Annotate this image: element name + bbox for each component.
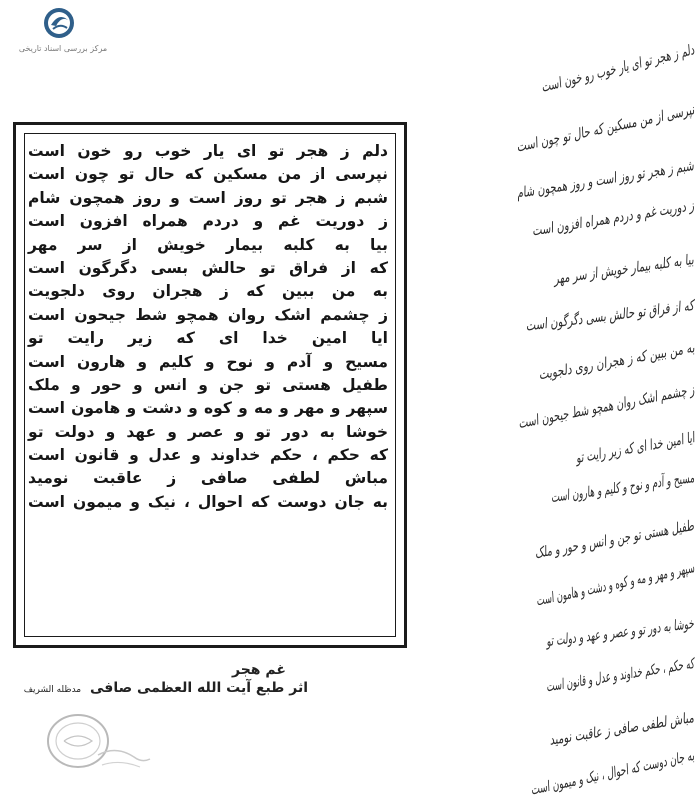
- poem-line: مباش لطفی صافی ز عاقبت نومید: [28, 469, 388, 488]
- poem-line: سپهر و مهر و مه و کوه و دشت و هامون است: [28, 399, 388, 418]
- poem-line: ز دوریت غم و دردم همراه افزون است: [28, 212, 388, 231]
- manuscript-line: که حکم ، حکم خداوند و عدل و قانون است: [544, 656, 696, 696]
- attribution-text: اثر طبع آیت الله العظمی صافی: [90, 680, 308, 696]
- archive-logo-label: مرکز بررسی اسناد تاریخی: [18, 44, 108, 53]
- manuscript-line: مسیح و آدم و نوح و کلیم و هارون است: [549, 470, 696, 507]
- poem-line: به من ببین که ز هجران روی دلجویت: [28, 282, 388, 301]
- poem-line: بیا به کلبه بیمار خویش از سر مهر: [28, 235, 388, 254]
- manuscript-line: به جان دوست که احوال ، نیک و میمون است: [529, 748, 696, 799]
- archive-logo: [8, 6, 118, 66]
- poem-line: نپرسی از من مسکین که حال تو چون است: [28, 165, 388, 184]
- printed-poem: [28, 140, 388, 514]
- manuscript-line: نپرسی از من مسکین که حال تو چون است: [514, 102, 696, 156]
- handwritten-manuscript: [418, 30, 696, 799]
- manuscript-line: مباش لطفی صافی ز عاقبت نومید: [548, 710, 696, 749]
- poem-line: مسیح و آدم و نوح و کلیم و هارون است: [28, 352, 388, 371]
- manuscript-line: سپهر و مهر و مه و کوه و دشت و هامون است: [534, 560, 696, 610]
- poem-line: که از فراق تو حالش بسی دگرگون است: [28, 258, 388, 277]
- manuscript-line: ز چشمم اشک روان همچو شط جیحون است: [516, 382, 696, 432]
- poem-line: شبم ز هجر تو روز است و روز همچون شام: [28, 188, 388, 207]
- poem-line: دلم ز هجر تو ای یار خوب رو خون است: [28, 142, 388, 160]
- manuscript-line: دلم ز هجر تو ای یار خوب رو خون است: [539, 42, 696, 96]
- manuscript-line: طفیل هستی تو جن و انس و حور و ملک: [533, 518, 696, 562]
- poem-line: طفیل هستی تو جن و انس و حور و ملک: [28, 375, 388, 394]
- poem-line: به جان دوست که احوال ، نیک و میمون است: [28, 492, 388, 511]
- poem-title: غم هجر: [232, 662, 286, 678]
- manuscript-line: به من ببین که ز هجران روی دلجویت: [537, 340, 696, 384]
- poem-line: که حکم ، حکم خداوند و عدل و قانون است: [28, 446, 388, 465]
- manuscript-line: بیا به کلبه بیمار خویش از سر مهر: [553, 252, 696, 288]
- manuscript-line: خوشا به دور تو و عصر و عهد و دولت تو: [545, 616, 695, 651]
- attribution-note: مدظله الشریف: [23, 685, 82, 695]
- poem-line: ز چشمم اشک روان همچو شط جیحون است: [28, 305, 388, 324]
- poem-line: خوشا به دور تو و عصر و عهد و دولت تو: [28, 422, 388, 441]
- faded-stamp-icon: [36, 705, 156, 775]
- archive-logo-icon: [42, 6, 76, 40]
- manuscript-line: که از فراق تو حالش بسی دگرگون است: [524, 298, 695, 335]
- poem-attribution: [18, 680, 308, 696]
- manuscript-line: ایا امین خدا ای که زیر رایت تو: [574, 430, 696, 467]
- manuscript-line: ز دوریت غم و دردم همراه افزون است: [531, 198, 696, 240]
- poem-line: ایا امین خدا ای که زیر رایت تو: [28, 329, 388, 348]
- manuscript-line: شبم ز هجر تو روز است و روز همچون شام: [515, 158, 696, 202]
